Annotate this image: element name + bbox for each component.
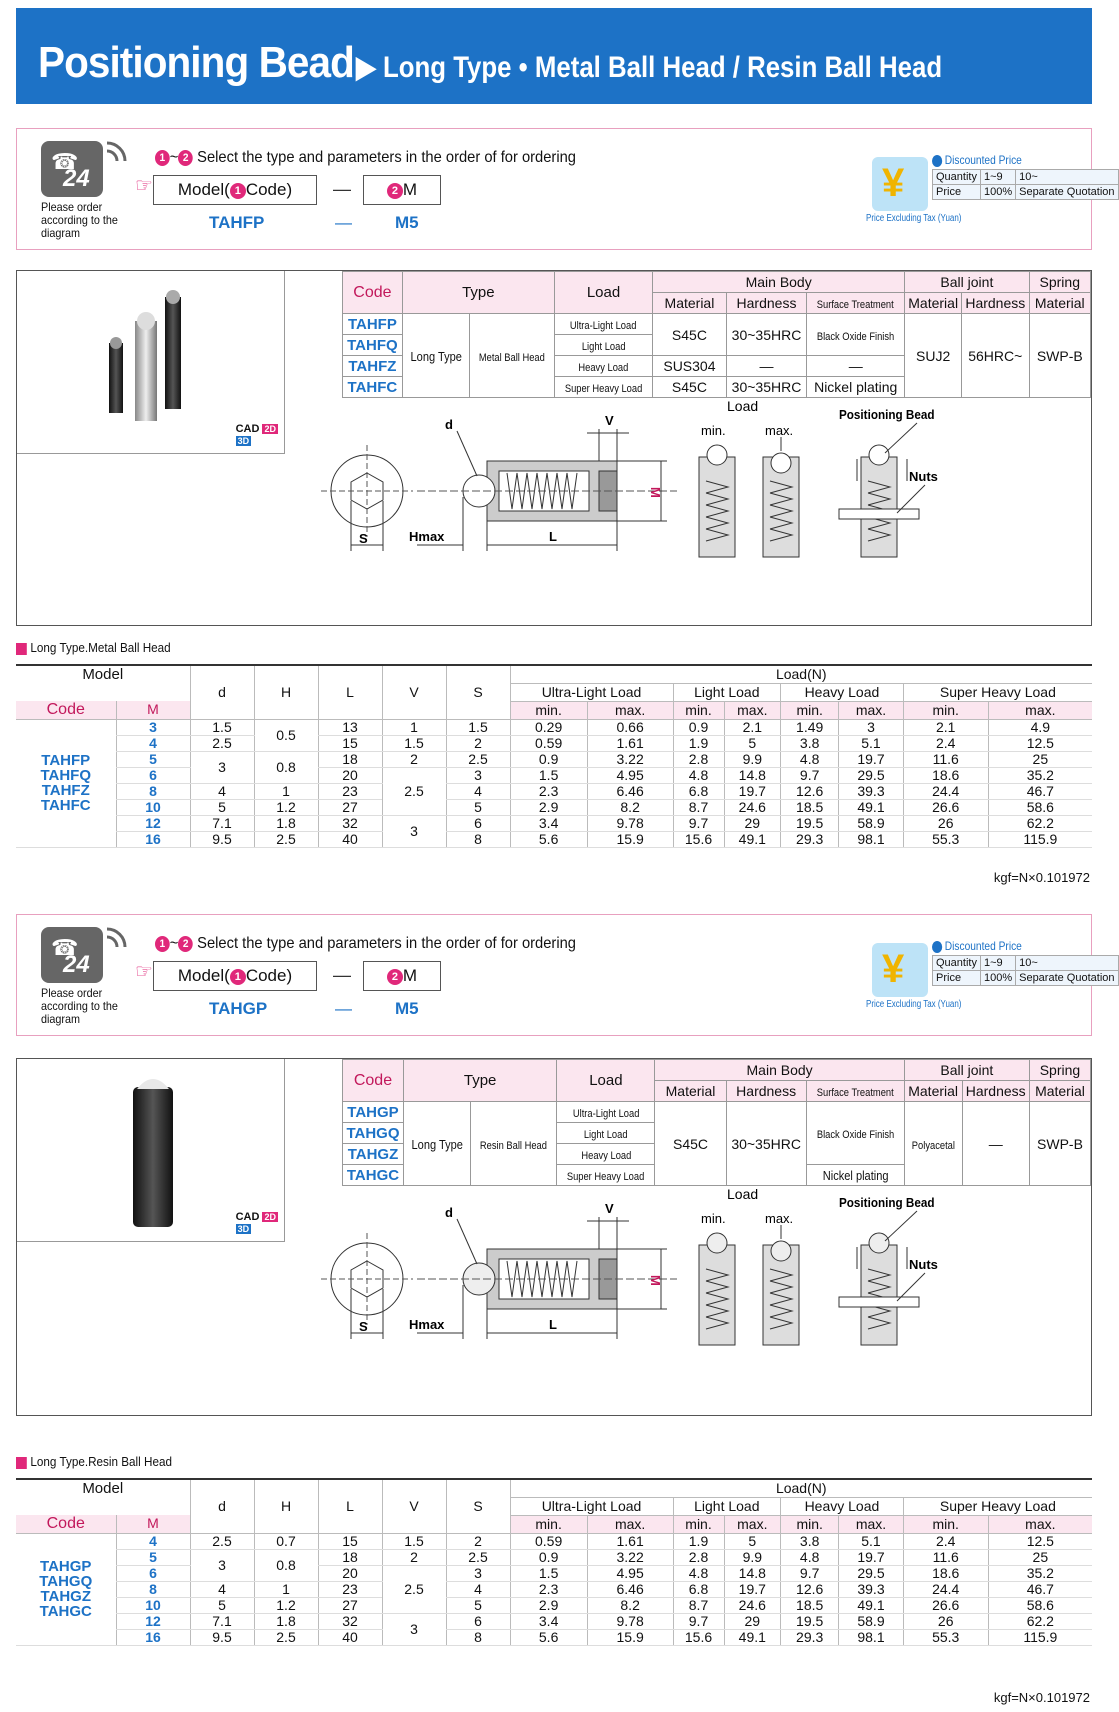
table-row: 12 7.1 1.8 32 3 6 3.4 9.78 9.7 29 19.5 58.9 26 62.2 — [16, 1613, 1092, 1629]
example-m: M5 — [395, 213, 419, 232]
code-label: TAHFZ — [41, 782, 90, 799]
conversion-note: kgf=N×0.101972 — [993, 1690, 1090, 1705]
phone-24-icon: ☎ 24 — [41, 141, 103, 197]
table-row: 5 3 0.8 18 2 2.5 0.9 3.22 2.8 9.9 4.8 19.7 11.6 25 — [16, 751, 1092, 767]
svg-text:S: S — [359, 531, 368, 546]
product-photo-resin — [17, 1059, 285, 1242]
svg-text:Positioning Bead: Positioning Bead — [839, 407, 935, 423]
example-m: M5 — [395, 999, 419, 1018]
svg-text:V: V — [605, 413, 614, 428]
cad-badge[interactable]: CAD 2D 3D — [235, 1211, 276, 1234]
pointing-hand-icon: ☞ — [135, 175, 153, 197]
svg-text:S: S — [359, 1319, 368, 1334]
tax-note: Price Excluding Tax (Yuan) — [866, 999, 962, 1010]
section-title-resin: Long Type.Resin Ball Head — [16, 1454, 172, 1469]
dimension-diagram-resin — [317, 1186, 1057, 1409]
signal-waves-icon — [105, 139, 127, 169]
spec-code: TAHGZ — [343, 1144, 404, 1165]
spec-box-metal — [16, 270, 1092, 626]
product-photo-metal — [17, 271, 285, 454]
spec-table-resin: Code Type Load Main Body Ball joint Spring Material Hardness Surface Treatment Material Hardness Material TAHGP Long Type Resin Ball Head Ultra-Light Load S45C 30~35HRC Black Oxide Finish Polyacetal — SWP-B TAHGQ Light Load TAHGZ Heavy Load TAHGC Super Heavy Load Nickel plating — [342, 1059, 1091, 1186]
yen-icon: ¥ — [872, 157, 928, 211]
code-label: TAHFP — [41, 752, 91, 769]
price-box — [866, 151, 1115, 241]
conversion-note: kgf=N×0.101972 — [993, 870, 1090, 885]
table-row: TAHGP TAHGQ TAHGZ TAHGC 4 2.5 0.7 15 1.5 2 0.59 1.61 1.9 5 3.8 5.1 2.4 12.5 — [16, 1533, 1092, 1549]
m-size-field[interactable]: 2 M — [363, 175, 441, 205]
spec-table-metal: Code Type Load Main Body Ball joint Spring Material Hardness Surface Treatment Material Hardness Material TAHFP Long Type Metal Ball Head Ultra-Light Load S45C 30~35HRC Black Oxide Finish SUJ2 56HRC~ SWP-B TAHFQ Light Load TAHFZ Heavy Load SUS304 — — TAHFC Super Heavy Load S45C 30~35HRC Nickel plating — [342, 271, 1091, 398]
pink-square-icon — [16, 643, 27, 655]
svg-text:V: V — [605, 1201, 614, 1216]
order-instruction: 1 ~ 2 Select the type and parameters in the order of for ordering — [155, 935, 576, 953]
svg-text:Load: Load — [727, 1186, 759, 1202]
spec-code: TAHGC — [343, 1165, 404, 1186]
example-code: TAHFP — [209, 213, 265, 232]
table-row: 6 20 2.5 3 1.5 4.95 4.8 14.8 9.7 29.5 18.6 35.2 — [16, 1565, 1092, 1581]
m-size-field[interactable]: 2 M — [363, 961, 441, 991]
model-code-field[interactable]: Model( 1 Code) — [153, 175, 317, 205]
code-label: TAHGZ — [40, 1588, 92, 1605]
svg-text:min.: min. — [701, 423, 726, 438]
table-row: 6 20 2.5 3 1.5 4.95 4.8 14.8 9.7 29.5 18.6 35.2 — [16, 767, 1092, 783]
code-label: TAHGP — [40, 1558, 92, 1575]
table-row: 10 5 1.2 27 5 2.9 8.2 8.7 24.6 18.5 49.1 26.6 58.6 — [16, 799, 1092, 815]
code-label: TAHFQ — [40, 767, 92, 784]
dimension-diagram-metal — [317, 398, 1057, 621]
table-row: 10 5 1.2 27 5 2.9 8.2 8.7 24.6 18.5 49.1 26.6 58.6 — [16, 1597, 1092, 1613]
load-table-resin: Model d H L V S Load(N) Ultra-Light Load Light Load Heavy Load Super Heavy Load Code M min. max. min. max. min. max. min. max. TAHGP TAHGQ TAHGZ TAHGC 4 2.5 0.7 15 1.5 2 0.59 1.61 1.9 5 3.8 5.1 2.4 12.5 5 3 0.8 18 2 2.5 0.9 3.22 2.8 9.9 4.8 19.7 11.6 25 6 20 2.5 3 1.5 4.95 4.8 14.8 9.7 29.5 18.6 35.2 8 4 1 23 4 2.3 6.46 6.8 19.7 12.6 39.3 24.4 46.7 10 5 1.2 27 5 2.9 8.2 8.7 24.6 18.5 49.1 26.6 58.6 12 7.1 1.8 32 3 6 3.4 9.78 9.7 29 19.5 58.9 26 62.2 16 9.5 2.5 40 8 5.6 15.9 15.6 49.1 29.3 98.1 55.3 115.9 — [16, 1478, 1092, 1646]
cad-badge[interactable]: CAD 2D 3D — [235, 423, 276, 446]
table-row: 16 9.5 2.5 40 8 5.6 15.9 15.6 49.1 29.3 98.1 55.3 115.9 — [16, 1629, 1092, 1645]
dot-icon — [932, 155, 942, 167]
order-note: Please order according to the diagram — [41, 200, 118, 240]
model-code-field[interactable]: Model( 1 Code) — [153, 961, 317, 991]
section-title-metal: Long Type.Metal Ball Head — [16, 640, 171, 655]
svg-text:L: L — [549, 1317, 557, 1332]
table-row: 5 3 0.8 18 2 2.5 0.9 3.22 2.8 9.9 4.8 19.7 11.6 25 — [16, 1549, 1092, 1565]
svg-text:M: M — [648, 487, 663, 498]
pointing-hand-icon: ☞ — [135, 961, 153, 983]
svg-text:max.: max. — [765, 1211, 794, 1226]
table-row: TAHFP TAHFQ TAHFZ TAHFC 3 1.5 0.5 13 1 1.5 0.29 0.66 0.9 2.1 1.49 3 2.1 4.9 — [16, 719, 1092, 735]
price-box — [866, 937, 1115, 1027]
separator-dash: — — [335, 999, 352, 1018]
svg-text:d: d — [445, 417, 453, 432]
spec-code: TAHFP — [343, 314, 403, 335]
phone-24-icon: ☎ 24 — [41, 927, 103, 983]
load-table-metal: Model d H L V S Load(N) Ultra-Light Load Light Load Heavy Load Super Heavy Load Code M min. max. min. max. min. max. min. max. TAHFP TAHFQ TAHFZ TAHFC 3 1.5 0.5 13 1 1.5 0.29 0.66 0.9 2.1 1.49 3 2.1 4.9 4 2.5 15 1.5 2 0.59 1.61 1.9 5 3.8 5.1 2.4 12.5 5 3 0.8 18 2 2.5 0.9 3.22 2.8 9.9 4.8 19.7 11.6 25 6 20 2.5 3 1.5 4.95 4.8 14.8 9.7 29.5 18.6 35.2 8 4 1 23 4 2.3 6.46 6.8 19.7 12.6 39.3 24.4 46.7 10 5 1.2 27 5 2.9 8.2 8.7 24.6 18.5 49.1 26.6 58.6 12 7.1 1.8 32 3 6 3.4 9.78 9.7 29 19.5 58.9 26 62.2 16 9.5 2.5 40 8 5.6 15.9 15.6 49.1 29.3 98.1 55.3 115.9 — [16, 664, 1092, 848]
svg-text:M: M — [648, 1275, 663, 1286]
order-note: Please order according to the diagram — [41, 986, 118, 1026]
svg-text:Hmax: Hmax — [409, 1317, 445, 1332]
page-subtitle: ▶ Long Type • Metal Ball Head / Resin Ball Head — [356, 51, 943, 84]
separator-dash: — — [333, 179, 351, 199]
svg-text:L: L — [549, 529, 557, 544]
svg-text:Hmax: Hmax — [409, 529, 445, 544]
table-row: 8 4 1 23 4 2.3 6.46 6.8 19.7 12.6 39.3 24.4 46.7 — [16, 1581, 1092, 1597]
price-title: Discounted Price — [932, 939, 1022, 953]
svg-text:d: d — [445, 1205, 453, 1220]
svg-text:Positioning Bead: Positioning Bead — [839, 1195, 935, 1211]
price-title: Discounted Price — [932, 153, 1022, 167]
yen-icon: ¥ — [872, 943, 928, 997]
spec-code: TAHFZ — [343, 356, 403, 377]
price-table: Quantity 1~9 10~ Price 100% Separate Quotation — [932, 955, 1119, 986]
signal-waves-icon — [105, 925, 127, 955]
table-row: 8 4 1 23 4 2.3 6.46 6.8 19.7 12.6 39.3 24.4 46.7 — [16, 783, 1092, 799]
example-code: TAHGP — [209, 999, 268, 1018]
order-box-metal — [16, 128, 1115, 250]
dot-icon — [932, 941, 942, 953]
spec-code: TAHGP — [343, 1102, 404, 1123]
spec-box-resin — [16, 1058, 1092, 1416]
order-box-resin — [16, 914, 1115, 1036]
svg-text:max.: max. — [765, 423, 794, 438]
code-label: TAHFC — [40, 797, 91, 814]
table-row: 16 9.5 2.5 40 8 5.6 15.9 15.6 49.1 29.3 98.1 55.3 115.9 — [16, 831, 1092, 847]
order-instruction: 1 ~ 2 Select the type and parameters in the order of for ordering — [155, 149, 576, 167]
spec-code: TAHFQ — [343, 335, 403, 356]
svg-text:Nuts: Nuts — [909, 1257, 938, 1272]
table-row: 12 7.1 1.8 32 3 6 3.4 9.78 9.7 29 19.5 58.9 26 62.2 — [16, 815, 1092, 831]
table-row: 4 2.5 15 1.5 2 0.59 1.61 1.9 5 3.8 5.1 2.4 12.5 — [16, 735, 1092, 751]
page-title: Positioning Bead — [38, 38, 354, 87]
separator-dash: — — [333, 965, 351, 985]
tax-note: Price Excluding Tax (Yuan) — [866, 213, 962, 224]
separator-dash: — — [335, 213, 352, 232]
code-label: TAHGQ — [39, 1573, 93, 1590]
title-banner — [16, 8, 1092, 104]
spec-code: TAHFC — [343, 377, 403, 398]
spec-code: TAHGQ — [343, 1123, 404, 1144]
pink-square-icon — [16, 1457, 27, 1469]
svg-text:Nuts: Nuts — [909, 469, 938, 484]
code-label: TAHGC — [39, 1603, 92, 1620]
svg-text:Load: Load — [727, 398, 759, 414]
price-table: Quantity 1~9 10~ Price 100% Separate Quotation — [932, 169, 1119, 200]
svg-text:min.: min. — [701, 1211, 726, 1226]
